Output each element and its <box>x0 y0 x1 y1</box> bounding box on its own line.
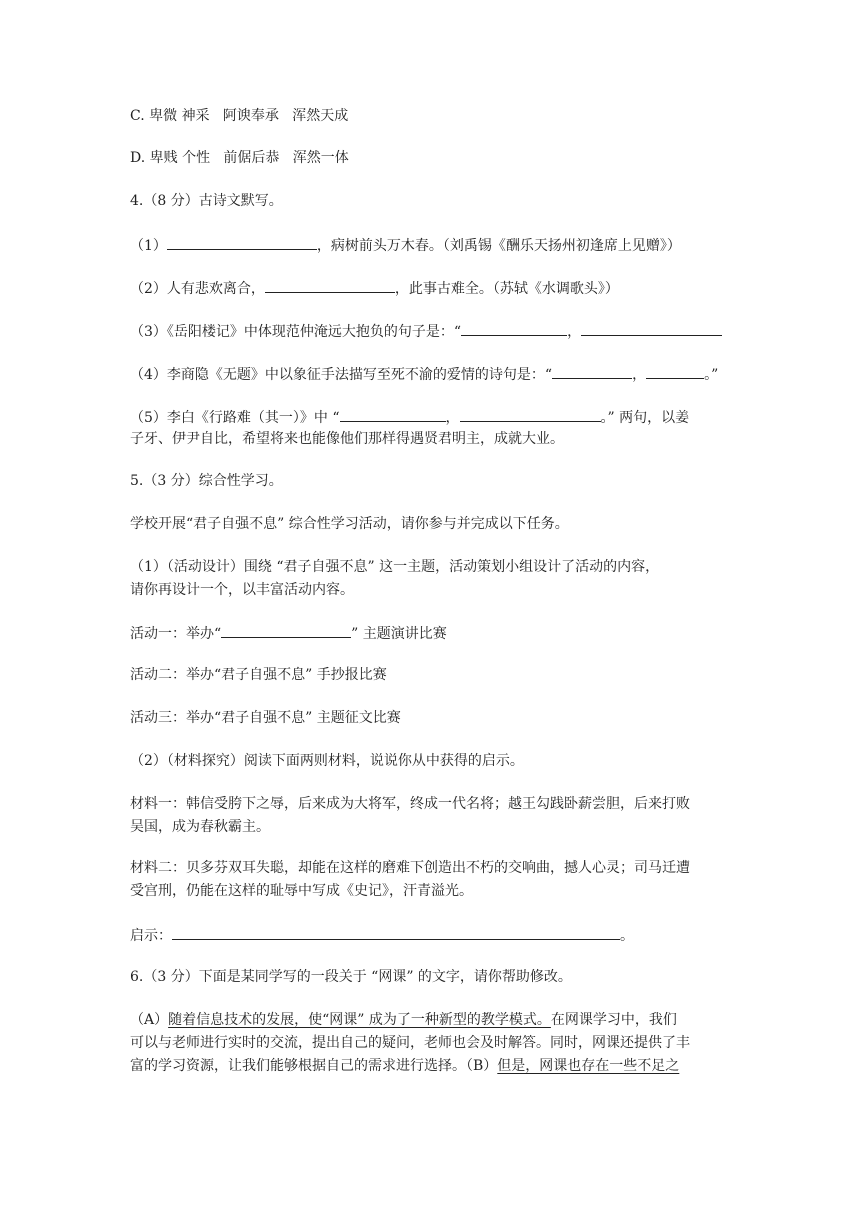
answer-blank[interactable] <box>581 320 722 336</box>
answer-blank[interactable] <box>265 277 395 293</box>
material-1: 材料一：韩信受胯下之辱，后来成为大将军，终成一代名将；越王勾践卧薪尝胆，后来打败 <box>130 796 690 812</box>
answer-blank[interactable] <box>460 406 601 422</box>
q5-task-1-cont: 请你再设计一个，以丰富活动内容。 <box>130 582 354 598</box>
answer-blank[interactable] <box>172 924 620 940</box>
insight: 启示： 。 <box>130 924 634 944</box>
q6-para-line-2: 可以与老师进行实时的交流，提出自己的疑问，老师也会及时解答。同时，网课还提供了丰 <box>130 1035 690 1051</box>
q6-para-line-3: 富的学习资源，让我们能够根据自己的需求进行选择。（B）但是，网课也存在一些不足之 <box>130 1058 680 1074</box>
question-5-title: 5.（3 分）综合性学习。 <box>130 473 283 489</box>
q5-intro: 学校开展“君子自强不息” 综合性学习活动，请你参与并完成以下任务。 <box>130 516 569 532</box>
activity-3: 活动三：举办“君子自强不息” 主题征文比赛 <box>130 710 401 726</box>
activity-2: 活动二：举办“君子自强不息” 手抄报比赛 <box>130 667 387 683</box>
q5-task-1: （1）（活动设计）围绕 “君子自强不息” 这一主题，活动策划小组设计了活动的内容， <box>130 559 660 575</box>
answer-blank[interactable] <box>221 622 351 638</box>
q4-item-3: （3）《岳阳楼记》中体现范仲淹远大抱负的句子是：“ ， <box>130 320 722 340</box>
question-6-title: 6.（3 分）下面是某同学写的一段关于 “网课” 的文字，请你帮助修改。 <box>130 969 572 985</box>
answer-blank[interactable] <box>552 363 632 379</box>
answer-blank[interactable] <box>340 406 446 422</box>
q6-para-line-1: （A）随着信息技术的发展，使“网课” 成为了一种新型的教学模式。在网课学习中，我们 <box>130 1012 677 1028</box>
answer-blank[interactable] <box>461 320 567 336</box>
answer-blank[interactable] <box>167 234 317 250</box>
activity-1: 活动一：举办“ ” 主题演讲比赛 <box>130 622 447 642</box>
q4-item-1: （1） ，病树前头万木春。（刘禹锡《酬乐天扬州初逢席上见赠》） <box>130 234 681 254</box>
q5-task-2: （2）（材料探究）阅读下面两则材料，说说你从中获得的启示。 <box>130 753 524 769</box>
option-c: C. 卑微 神采 阿谀奉承 浑然天成 <box>130 108 349 124</box>
option-d: D. 卑贱 个性 前倨后恭 浑然一体 <box>130 150 349 166</box>
answer-blank[interactable] <box>646 363 704 379</box>
q4-item-4: （4）李商隐《无题》中以象征手法描写至死不渝的爱情的诗句是：“ ， 。” <box>130 363 718 383</box>
q4-item-5-cont: 子牙、伊尹自比，希望将来也能像他们那样得遇贤君明主，成就大业。 <box>130 431 564 447</box>
q4-item-5: （5）李白《行路难（其一）》中 “ ， 。” 两句，以姜 <box>130 406 689 426</box>
material-2-cont: 受宫刑，仍能在这样的耻辱中写成《史记》，汗青溢光。 <box>130 883 473 899</box>
material-2: 材料二：贝多芬双耳失聪，却能在这样的磨难下创造出不朽的交响曲，撼人心灵；司马迁遭 <box>130 860 690 876</box>
q4-item-2: （2）人有悲欢离合， ，此事古难全。（苏轼《水调歌头》） <box>130 277 619 297</box>
question-4-title: 4.（8 分）古诗文默写。 <box>130 193 283 209</box>
material-1-cont: 吴国，成为春秋霸主。 <box>130 819 270 835</box>
